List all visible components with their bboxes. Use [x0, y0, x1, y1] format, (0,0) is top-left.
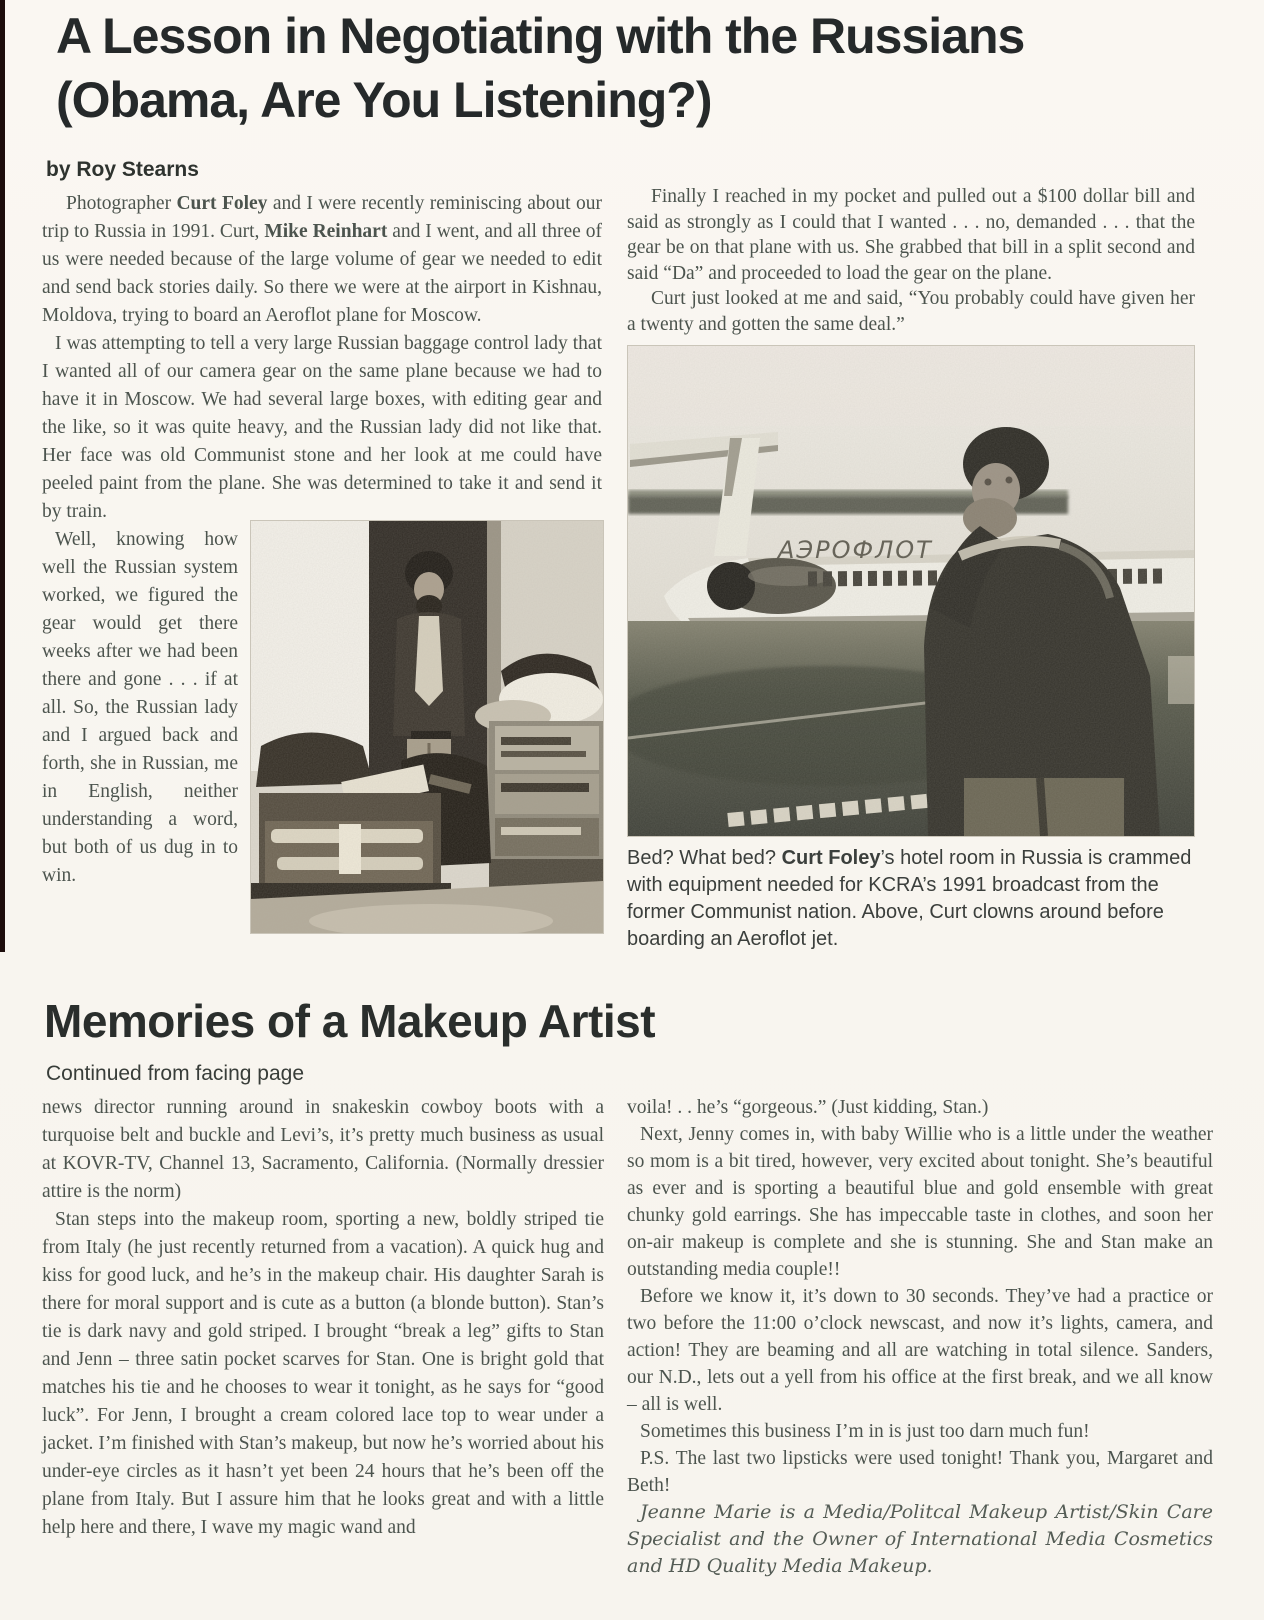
text-run: She was determined to take it and send it by train. [42, 473, 602, 522]
person-name: Curt Foley [781, 847, 881, 869]
paragraph [42, 190, 602, 330]
person-name: Curt Foley [176, 193, 268, 214]
text-run: ’s hotel room in Russia is crammed with equipment needed for KCRA’s 1991 broadcast from the former Communist nation. Above, Curt clowns around before boarding an Aeroflot jet. [627, 847, 1192, 950]
paragraph: Next, Jenny comes in, with baby Willie who is a little under the weather so mom is a bit tired, however, very excited about tonight. She’s beautiful as ever and is sporting a beautiful blue and gold ensemble with great chunky gold earrings. She has impeccable taste in clothes, and soon her on-air makeup is complete and she is stunning. She and Stan make an outstanding media couple!! [627, 1124, 1213, 1280]
paragraph: Finally I reached in my pocket and pulled out a $100 dollar bill and said as strongly as I could that I wanted . . . no, demanded . . . that the gear be on that plane with us. She grabbed that bill in a split second and said “Da” and proceeded to load the gear on the plane. [627, 186, 1195, 284]
hotel-room-photo [250, 520, 602, 932]
article1-left-column [42, 190, 602, 966]
headline-line2: (Obama, Are You Listening?) [56, 72, 712, 128]
article2-left-column [42, 1094, 604, 1542]
text-run: and I went, and all three of us were needed because of the large volume of gear we needed to edit and send back stories daily. So there we were at the airport in Kishnau, Moldova, trying to board an Aeroflot plane for Moscow. [42, 221, 602, 326]
paragraph: Curt just looked at me and said, “You probably could have given her a twenty and gotten the same deal.” [627, 288, 1195, 335]
aeroflot-photo [627, 345, 1193, 835]
continued-note: Continued from facing page [46, 1062, 304, 1085]
article2-right-column [627, 1094, 1213, 1580]
paragraph: P.S. The last two lipsticks were used tonight! Thank you, Margaret and Beth! [627, 1448, 1213, 1496]
text-run: Bed? What bed? [627, 847, 782, 869]
paragraph [42, 330, 602, 526]
paragraph: Sometimes this business I’m in is just too darn much fun! [640, 1421, 1090, 1442]
paragraph: Well, knowing how well the Russian system worked, we figured the gear would get there weeks after we had been there and gone . . . if at all. So, the Russian lady and I argued back and forth, she in Russian, me in English, neither understanding a word, but both of us dug in to win. [42, 529, 238, 886]
headline-line1: A Lesson in Negotiating with the Russians [56, 8, 1025, 64]
text-run: Photographer [66, 193, 177, 214]
paragraph: Before we know it, it’s down to 30 seconds. They’ve had a practice or two before the 11:00 o’clock newscast, and now it’s lights, camera, and action! They are beaming and all are watching in total silence. Sanders, our N.D., lets out a yell from his office at the first break, and we all know – all is well. [627, 1286, 1213, 1415]
author-bio: Jeanne Marie is a Media/Politcal Makeup Artist/Skin Care Specialist and the Owner of International Media Cosmetics and HD Quality Media Makeup. [627, 1501, 1213, 1577]
paragraph: news director running around in snakeskin cowboy boots with a turquoise belt and buckle and Levi’s, it’s pretty much business as usual at KOVR-TV, Channel 13, Sacramento, California. (Normally dressier attire is the norm) [42, 1097, 604, 1202]
photo-caption [627, 845, 1195, 953]
byline-author: Roy Stearns [76, 158, 199, 181]
article2-headline: Memories of a Makeup Artist [44, 995, 656, 1047]
byline-prefix: by [46, 158, 77, 181]
article1-headline [56, 4, 1216, 132]
text-run: I was attempting to tell a very large Russian baggage control lady that I wanted all of our camera gear on the same plane because we had to have it in Moscow. We had several large boxes, with editing gear and the like, so it was quite heavy, and the Russian lady did not like that. Her face was old Communist stone and her look at me could have peeled paint from the plane. [42, 333, 602, 494]
paragraph: voila! . . he’s “gorgeous.” (Just kidding, Stan.) [627, 1097, 989, 1118]
byline [46, 158, 199, 182]
scan-edge-line [0, 0, 5, 952]
text-run: and I were recently reminiscing about our trip to Russia in 1991. Curt, [42, 193, 602, 242]
person-name: Mike Reinhart [264, 221, 388, 242]
article1-right-column [627, 184, 1195, 953]
paragraph: Stan steps into the makeup room, sporting a new, boldly striped tie from Italy (he just recently returned from a vacation). A quick hug and kiss for good luck, and he’s in the makeup chair. His daughter Sarah is there for moral support and is cute as a button (a blonde button). Stan’s tie is dark navy and gold striped. I brought “break a leg” gifts to Stan and Jenn – three satin pocket scarves for Stan. One is bright gold that matches his tie and he chooses to wear it tonight, as he says for “good luck”. For Jenn, I brought a cream colored lace top to wear under a jacket. I’m finished with Stan’s makeup, but now he’s worried about his under-eye circles as it hasn’t yet been 24 hours that he’s been off the plane from Italy. But I assure him that he looks great and with a little help here and there, I wave my magic wand and [42, 1209, 604, 1538]
